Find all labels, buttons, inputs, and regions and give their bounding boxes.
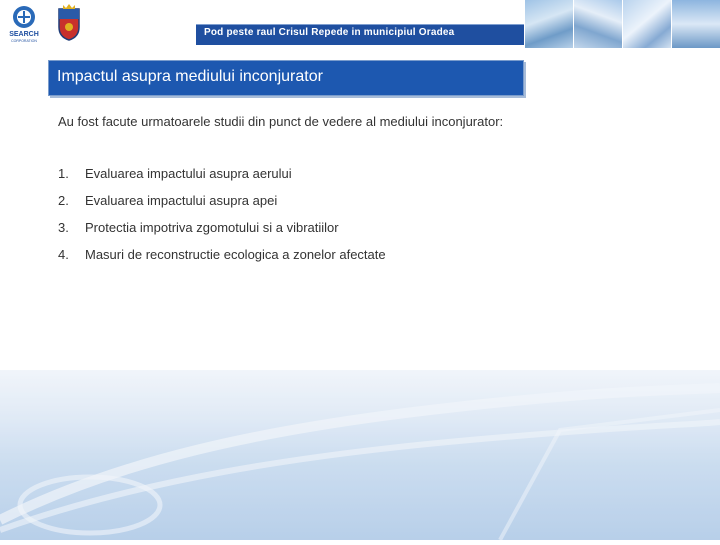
header-title: Pod peste raul Crisul Repede in municipiul Oradea xyxy=(204,27,455,38)
logo-subtext: CORPORATION xyxy=(11,39,37,43)
background-aerial-photo xyxy=(0,370,720,540)
list-item-text: Evaluarea impactului asupra aerului xyxy=(85,166,292,181)
header-photo xyxy=(573,0,622,48)
header-photo xyxy=(524,0,573,48)
list-item-text: Protectia impotriva zgomotului si a vibratiilor xyxy=(85,220,339,235)
list-item-number: 3. xyxy=(58,220,69,235)
slide-title: Impactul asupra mediului inconjurator xyxy=(57,68,323,85)
list-item xyxy=(58,220,386,247)
city-crest-icon xyxy=(55,3,83,41)
list-item xyxy=(58,166,386,193)
intro-text: Au fost facute urmatoarele studii din punct de vedere al mediului inconjurator: xyxy=(58,114,504,129)
search-logo-icon xyxy=(4,3,44,43)
list-item-number: 4. xyxy=(58,247,69,262)
list-item-text: Evaluarea impactului asupra apei xyxy=(85,193,278,208)
list-item-text: Masuri de reconstructie ecologica a zonelor afectate xyxy=(85,247,386,262)
header-photo xyxy=(622,0,671,48)
header-photo xyxy=(671,0,720,48)
slide-header xyxy=(0,0,720,48)
studies-list xyxy=(58,166,386,274)
header-photo-strip xyxy=(524,0,720,48)
list-item xyxy=(58,247,386,274)
list-item-number: 1. xyxy=(58,166,69,181)
aerial-road-image xyxy=(0,370,720,540)
list-item xyxy=(58,193,386,220)
logo-text: SEARCH xyxy=(9,31,39,38)
list-item-number: 2. xyxy=(58,193,69,208)
